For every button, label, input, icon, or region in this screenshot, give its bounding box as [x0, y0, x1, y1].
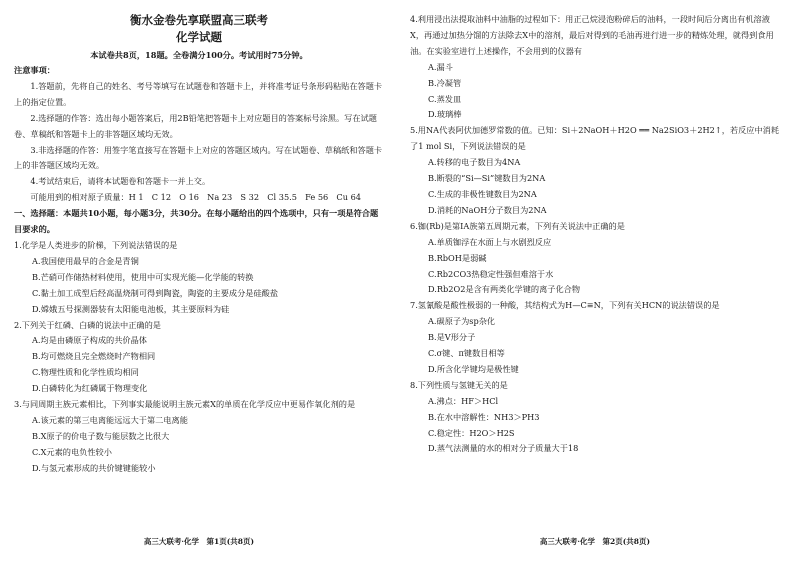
option-a: A.漏斗: [428, 61, 453, 72]
page-footer-left: 高三大联考·化学 第1页(共8页): [143, 537, 255, 546]
option-b: B.RbOH是弱碱: [428, 252, 487, 263]
section-heading: 一、选择题：本题共10小题，每小题3分，共30分。在每小题给出的四个选项中，只有一项是符合题目要求的。: [14, 208, 379, 235]
notice-item: 4.考试结束后，请将本试题卷和答题卡一并上交。: [30, 176, 211, 187]
option-b: B.在水中溶解性：NH3＞PH3: [428, 411, 540, 422]
question-4-stem: 4.利用浸出法提取油料中油脂的过程如下：用正己烷浸泡粉碎后的油料，一段时间后分离出有机溶液X，再通过加热分馏的方法除去X中的溶剂，最后对得到的毛油再进行进一步的精炼处理，就得到食用油。在实验室进行上述操作，不会用到的仪器有: [410, 14, 774, 56]
notice-item: 2.选择题的作答：选出每小题答案后，用2B铅笔把答题卡上对应题目的答案标号涂黑。写在试题卷、草稿纸和答题卡上的非答题区域均无效。: [14, 112, 377, 139]
option-c: C.生成的非极性键数目为2NA: [428, 188, 537, 199]
left-column: [14, 12, 384, 477]
option-c: C.X元素的电负性较小: [32, 446, 112, 457]
option-b: B.断裂的“Si—Si”键数目为2NA: [428, 173, 546, 184]
option-d: D.Rb2O2是含有两类化学键的离子化合物: [428, 284, 581, 295]
question-5-stem: 5.用NA代表阿伏加德罗常数的值。已知：Si＋2NaOH＋H2O ══ Na2SiO3＋2H2↑，若反应中消耗了1 mol Si，下列说法错误的是: [410, 125, 780, 152]
notice-heading: 注意事项：: [14, 65, 55, 75]
exam-subtitle: 化学试题: [176, 30, 222, 44]
right-column: [410, 12, 782, 457]
option-a: A.该元素的第三电离能远远大于第二电离能: [32, 414, 188, 425]
option-d: D.玻璃棒: [428, 109, 462, 120]
exam-title: 衡水金卷先享联盟高三联考: [130, 13, 268, 27]
atomic-masses: 可能用到的相对原子质量：H 1 C 12 O 16 Na 23 S 32 Cl 35.5 Fe 56 Cu 64: [30, 192, 361, 203]
option-b: B.均可燃烧且完全燃烧时产物相同: [32, 351, 156, 362]
notice-item: 1.答题前，先将自己的姓名、考号等填写在试题卷和答题卡上，并将准考证号条形码粘贴在答题卡上的指定位置。: [14, 80, 383, 107]
option-d: D.嫦娥五号探测器装有太阳能电池板，其主要原料为硅: [32, 303, 230, 314]
option-a: A.单质铷浮在水面上与水剧烈反应: [428, 236, 552, 247]
question-3-stem: 3.与同周期主族元素相比，下列事实最能说明主族元素X的单质在化学反应中更易作氧化剂的是: [14, 399, 356, 410]
option-a: A.我国使用最早的合金是青铜: [32, 255, 139, 266]
question-2-stem: 2.下列关于红磷、白磷的说法中正确的是: [14, 319, 161, 330]
option-d: D.所含化学键均是极性键: [428, 363, 519, 374]
option-a: A.碳原子为sp杂化: [428, 316, 496, 327]
question-6-stem: 6.铷(Rb)是第ⅠA族第五周期元素，下列有关说法中正确的是: [410, 220, 625, 231]
option-c: C.稳定性：H2O＞H2S: [428, 427, 515, 438]
option-c: C.物理性质和化学性质均相同: [32, 367, 139, 378]
option-a: A.均是由磷原子构成的共价晶体: [32, 335, 147, 346]
option-b: B.X原子的价电子数与能层数之比很大: [32, 430, 170, 441]
page-footer-right: 高三大联考·化学 第2页(共8页): [539, 537, 651, 546]
option-d: D.白磷转化为红磷属于物理变化: [32, 383, 148, 394]
option-c: C.蒸发皿: [428, 93, 462, 104]
option-d: D.与氢元素形成的共价键键能较小: [32, 462, 156, 473]
option-c: C.σ键、π键数目相等: [428, 348, 505, 359]
option-c: C.黏土加工成型后经高温烧制可得到陶瓷，陶瓷的主要成分是硅酸盐: [32, 287, 279, 298]
question-7-stem: 7.氢氰酸是酸性极弱的一种酸，其结构式为H—C≡N，下列有关HCN的说法错误的是: [410, 300, 720, 311]
question-1-stem: 1.化学是人类进步的阶梯，下列说法错误的是: [14, 239, 178, 250]
question-8-stem: 8.下列性质与氢键无关的是: [410, 379, 508, 390]
option-c: C.Rb2CO3热稳定性强但难溶于水: [428, 268, 554, 279]
option-d: D.消耗的NaOH分子数目为2NA: [428, 204, 547, 215]
option-a: A.沸点：HF＞HCl: [428, 395, 499, 406]
option-b: B.冷凝管: [428, 77, 462, 88]
option-b: B.芒硝可作储热材料使用，使用中可实现光能—化学能的转换: [32, 271, 254, 282]
option-d: D.蒸气法测量的水的相对分子质量大于18: [428, 443, 579, 454]
notice-item: 3.非选择题的作答：用签字笔直接写在答题卡上对应的答题区域内。写在试题卷、草稿纸和答题卡上的非答题区域均无效。: [14, 144, 383, 171]
option-a: A.转移的电子数目为4NA: [428, 157, 521, 168]
exam-info: 本试卷共8页，18题。全卷满分100分。考试用时75分钟。: [90, 50, 308, 60]
option-b: B.是V形分子: [428, 332, 476, 343]
